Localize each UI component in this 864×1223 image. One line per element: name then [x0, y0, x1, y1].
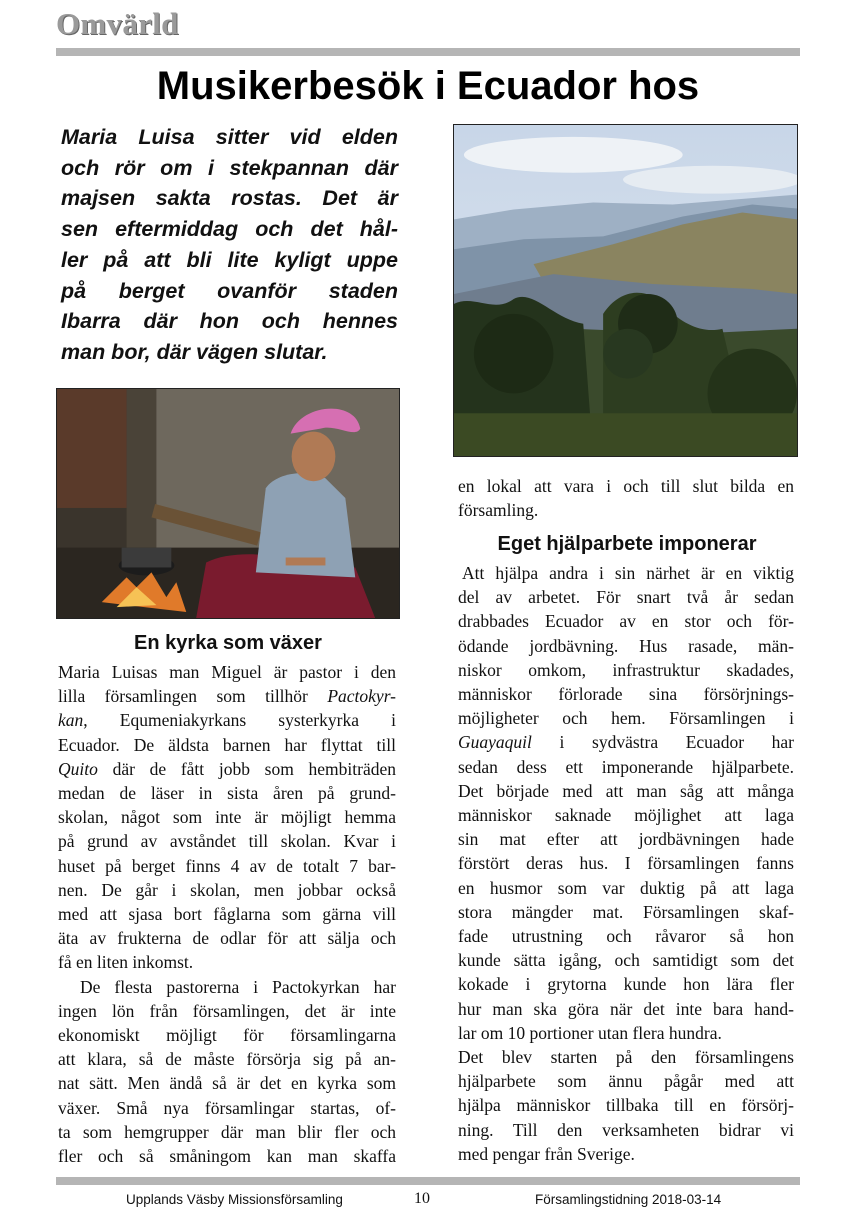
- body-line: skolan, något som inte är möjligt hemma: [58, 807, 396, 828]
- body-line: med att sjasa bort fåglarna som gärna vill: [58, 904, 396, 925]
- body-line: ingen lön från församlingen, det är inte: [58, 1000, 396, 1021]
- body-line: fler och så småningom kan man skaffa: [58, 1146, 396, 1167]
- body-line: kokade i grytorna kunde hon lära fler: [458, 974, 794, 995]
- body-line: stora mängder mat. Församlingen skaf-: [458, 901, 794, 922]
- article-lead: [61, 122, 398, 368]
- footer-issue: Församlingstidning 2018-03-14: [535, 1192, 722, 1207]
- body-line: äta av frukterna de odlar för att sälja och: [58, 928, 396, 949]
- body-line: fade utrustning och råvaror så hon: [458, 926, 794, 947]
- body-line: nen. De går i skolan, men jobbar också: [58, 879, 396, 900]
- footer-organization: Upplands Väsby Missionsförsamling: [126, 1192, 343, 1207]
- body-line: medan de läser in sista åren på grund-: [58, 783, 396, 804]
- body-line: lilla församlingen som tillhör Pactokyr-: [58, 686, 396, 707]
- body-line: ekonomiskt möjligt för församlingarna: [58, 1025, 396, 1046]
- body-line: del av arbetet. För snart två år sedan: [458, 587, 794, 608]
- lead-line: på berget ovanför staden: [61, 278, 398, 303]
- body-line: Det blev starten på den församlingens: [458, 1047, 794, 1068]
- body-line: få en liten inkomst.: [58, 952, 194, 973]
- section-label: Omvärld: [56, 6, 179, 41]
- section-heading-relief-work: Eget hjälparbete imponerar: [497, 533, 757, 555]
- body-line: Guayaquil i sydvästra Ecuador har: [458, 732, 794, 753]
- top-divider: [56, 48, 800, 56]
- body-line: Quito där de fått jobb som hembiträden: [58, 758, 396, 779]
- left-column-body: [58, 660, 396, 1168]
- body-line: växer. Små nya församlingar startas, of-: [58, 1097, 396, 1118]
- body-line: med pengar från Sverige.: [458, 1143, 635, 1164]
- body-line: människor förlorade sina försörjnings-: [458, 684, 794, 705]
- body-line: på grund av avståndet till skolan. Kvar i: [58, 831, 396, 852]
- lead-line: och rör om i stekpannan där: [61, 155, 398, 180]
- body-line: hur man ska göra när det inte bara hand-: [458, 998, 794, 1019]
- body-line: huset på berget finns 4 av de totalt 7 bar-: [58, 855, 396, 876]
- lead-line: ler på att bli lite kyligt uppe: [61, 247, 398, 272]
- body-line: kan, Equmeniakyrkans systerkyrka i: [58, 710, 396, 731]
- body-line: sedan dess ett imponerande hjälparbete.: [458, 756, 794, 777]
- body-line: möjligheter och hem. Församlingen i: [458, 708, 794, 729]
- lead-line: majsen sakta rostas. Det är: [61, 186, 398, 211]
- body-line: församling.: [458, 500, 539, 521]
- body-line: ödande jordbävning. Hus rasade, män-: [458, 635, 794, 656]
- woman-by-fire-photo: [56, 388, 400, 619]
- mountain-landscape-photo: [453, 124, 798, 457]
- body-line: Det började med att man såg att många: [458, 780, 794, 801]
- body-line: att klara, så de måste försörja sig på an-: [58, 1049, 396, 1070]
- body-line: niskor omkom, infrastruktur skadades,: [458, 659, 794, 680]
- lead-line: Maria Luisa sitter vid elden: [61, 125, 398, 149]
- right-column-continuation: [458, 474, 794, 522]
- page-number: 10: [414, 1190, 430, 1207]
- body-line: Att hjälpa andra i sin närhet är en viktig: [462, 563, 794, 583]
- body-line: människor saknade möjlighet att laga: [458, 805, 794, 826]
- body-line: hjälpa människor tillbaka till en försörj-: [458, 1095, 794, 1116]
- body-line: lar om 10 portioner utan flera hundra.: [458, 1022, 722, 1043]
- body-line: hjälparbete som ännu pågår med att: [458, 1071, 794, 1092]
- body-line: nat sätt. Men ändå så är det en kyrka som: [58, 1073, 396, 1094]
- section-heading-church-growing: En kyrka som växer: [134, 632, 322, 654]
- body-line: ning. Till den verksamheten bidrar vi: [458, 1119, 794, 1140]
- body-line: en lokal att vara i och till slut bilda en: [458, 476, 794, 496]
- body-line: De flesta pastorerna i Pactokyrkan har: [80, 976, 396, 997]
- body-line: drabbades Ecuador av en stor och för-: [458, 611, 794, 632]
- body-line: Maria Luisas man Miguel är pastor i den: [58, 662, 396, 682]
- body-line: kunde sätta igång, och samtidigt som det: [458, 950, 794, 971]
- body-line: sin mat efter att jordbävningen hade: [458, 829, 794, 850]
- lead-line: sen eftermiddag och det hål-: [61, 217, 398, 242]
- right-column-body: [458, 561, 794, 1166]
- body-line: en husmor som var duktig på att laga: [458, 877, 794, 898]
- body-line: förstört deras hus. I församlingen fanns: [458, 853, 794, 874]
- body-line: ta som hemgrupper där man blir fler och: [58, 1121, 396, 1142]
- lead-line: man bor, där vägen slutar.: [61, 339, 328, 364]
- article-headline: Musikerbesök i Ecuador hos: [156, 64, 700, 108]
- bottom-divider: [56, 1177, 800, 1185]
- body-line: Ecuador. De äldsta barnen har flyttat till: [58, 734, 396, 755]
- lead-line: Ibarra där hon och hennes: [61, 309, 398, 334]
